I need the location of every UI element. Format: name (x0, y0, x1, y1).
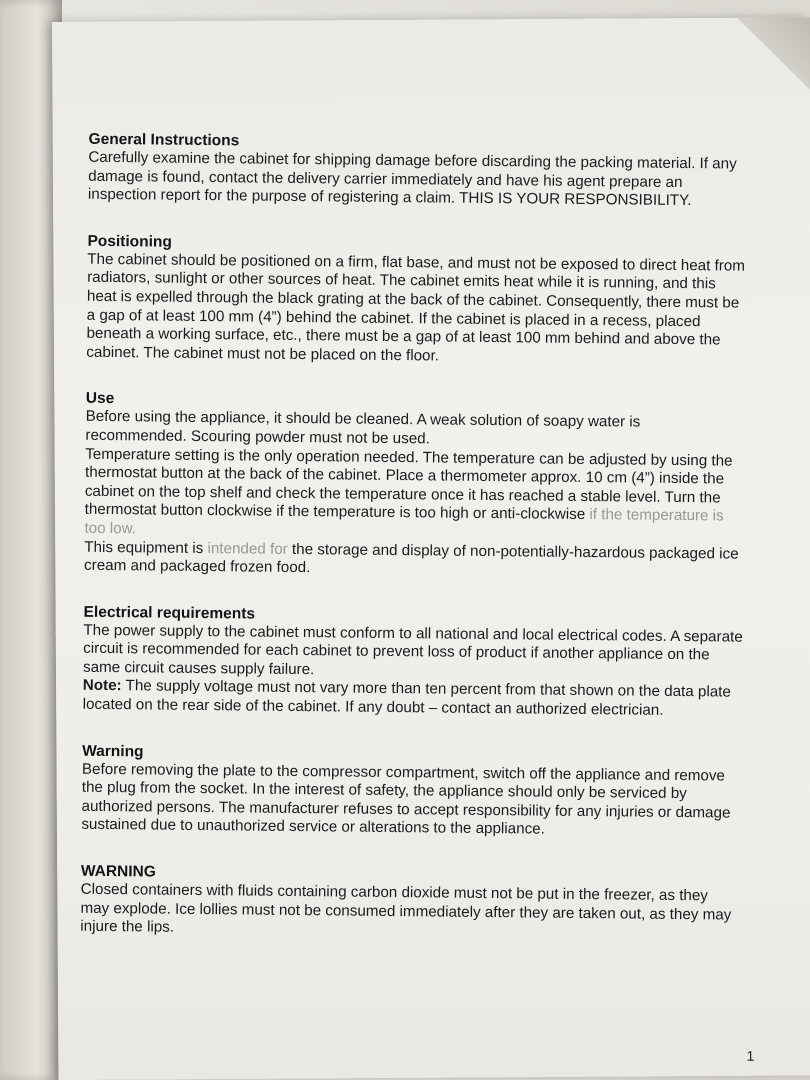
section-body (84, 538, 744, 582)
section-body: Closed containers with fluids containing carbon dioxide must not be put in the freezer, as they may explode. Ice lollies must not be consumed immediately after they are taken out, as they may injure the lips. (80, 880, 732, 936)
text-run: This equipment is (84, 538, 208, 557)
section-positioning (86, 232, 747, 369)
section-heading: Warning (82, 742, 144, 761)
section-body: Before using the appliance, it should be cleaned. A weak solution of soapy water is recommended. Scouring powder must not be used. (85, 408, 641, 448)
manual-page (52, 17, 810, 1080)
text-run: the storage and display of non-potentially-hazardous packaged ice cream and packaged frozen food. (84, 540, 739, 577)
section-electrical-requirements (83, 602, 744, 721)
section-body: The power supply to the cabinet must conform to all national and local electrical codes. A separate circuit is recommended for each cabinet to prevent loss of product if another appliance on the same circuit causes supply failure. (82, 621, 743, 679)
section-heading: Electrical requirements (83, 603, 256, 623)
note-text: The supply voltage must not vary more than ten percent from that shown on the data plate located on the rear side of the cabinet. If any doubt – contact an authorized electrician. (82, 677, 731, 719)
section-body: The cabinet should be positioned on a firm, flat base, and must not be exposed to direct heat from radiators, sunlight or other sources of heat. The cabinet emits heat while it is running, and this heat is expelled through the black grating at the back of the cabinet. Consequently, there must be a gap of at least 100 mm (4”) behind the cabinet. If the cabinet is placed in a recess, placed beneath a working surface, etc., there must be a gap of at least 100 mm behind and above the cabinet. The cabinet must not be placed on the floor. (86, 250, 746, 365)
section-heading: General Instructions (88, 130, 240, 150)
section-heading: WARNING (80, 862, 156, 881)
faded-text: if the temperature is too low. (84, 506, 724, 538)
section-body: Carefully examine the cabinet for shipping damage before discarding the packing material. If any damage is found, contact the delivery carrier immediately and have his agent prepare an inspection report for the purpose of registering a claim. THIS IS YOUR RESPONSIBILITY. (87, 148, 737, 210)
section-use (84, 389, 746, 582)
faded-text: intended for (207, 539, 288, 558)
page-content (80, 130, 749, 971)
section-warning-caps (80, 862, 741, 944)
note-paragraph (83, 677, 743, 721)
section-heading: Use (85, 390, 115, 408)
section-warning (81, 741, 742, 841)
text-run: Temperature setting is the only operation needed. The temperature can be adjusted by using the thermostat button at the back of the cabinet. Place a thermometer approx. 10 cm (4”) inside the cabinet on the top shelf and check the temperature once it has reached a stable level. Turn the thermostat button clockwise if the temperature is too high or anti-clockwise (84, 445, 733, 524)
note-label: Note: (82, 677, 122, 695)
section-body: Before removing the plate to the compressor compartment, switch off the appliance and remove the plug from the socket. In the interest of safety, the appliance should only be serviced by authorized persons. The manufacturer refuses to accept responsibility for any injuries or damage sustained due to unauthorized service or alterations to the appliance. (81, 760, 731, 839)
section-general-instructions (88, 130, 749, 212)
page-corner (730, 17, 810, 97)
page-number: 1 (746, 1047, 755, 1064)
section-body (84, 445, 745, 545)
section-heading: Positioning (87, 232, 172, 251)
